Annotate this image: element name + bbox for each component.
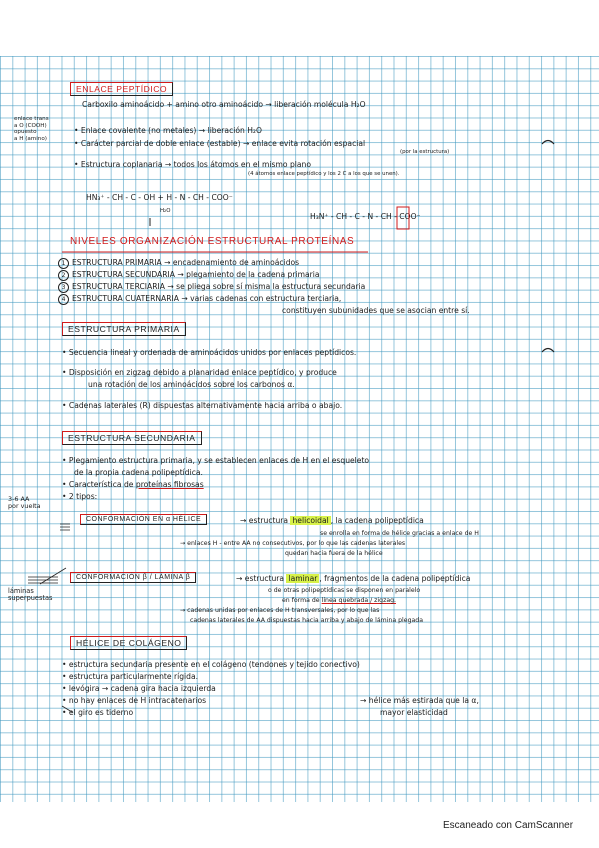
enlace-peptidico-title: ENLACE PEPTÍDICO [70,82,173,96]
enlace-line-1: Carboxilo aminoácido + amino otro aminoácido → liberación molécula H₂O [82,100,366,109]
primaria-bullet-3: • Cadenas laterales (R) dispuestas alternativamente hacia arriba o abajo. [62,401,343,410]
enlace-bullet-2: • Carácter parcial de doble enlace (estable) → enlace evita rotación espacial [74,139,366,148]
colageno-bullet-2: • estructura particularmente rígida. [62,672,199,681]
nivel-label: ESTRUCTURA SECUNDARIA [72,270,175,279]
nivel-desc: → varias cadenas con estructura terciaria, [181,294,342,303]
lamina-text-d: en forma de [282,597,320,604]
primaria-title: ESTRUCTURA PRIMARIA [62,322,186,336]
primaria-bullet-2b: una rotación de los aminoácidos sobre los carbonos α. [88,380,295,389]
camscanner-footer: Escaneado con CamScanner [443,820,574,831]
nivel-label: ESTRUCTURA TERCIARIA [72,282,165,291]
secundaria-bullet-3: • 2 tipos: [62,492,98,501]
margin-note-line: por vuelta [8,501,41,510]
nivel-label: ESTRUCTURA PRIMARIA [72,258,162,267]
margin-note-line: láminas [8,587,34,595]
helice-alfa-box: CONFORMACIÓN EN α HÉLICE [80,514,207,525]
primaria-bullet-2a: • Disposición en zigzag debido a planaridad enlace peptídico, y produce [62,368,337,377]
cuaternaria-extra: constituyen subunidades que se asocian entre sí. [282,306,470,315]
colageno-pointer-arrow [62,706,72,712]
peptide-bond-box [397,207,409,229]
helix-doodle [60,524,70,530]
primaria-bullet-1: • Secuencia lineal y ordenada de aminoácidos unidos por enlaces peptídicos. [62,348,357,357]
secundaria-bullet-1b: de la propia cadena polipeptídica. [74,468,203,477]
colageno-title: HÉLICE DE COLÁGENO [70,636,187,650]
helice-line-c: se enrolla en forma de hélice gracias a enlace de H [320,530,479,537]
lamina-line-e: → cadenas unidas por enlaces de H transversales, por lo que las [180,607,380,614]
helice-line-e: quedan hacia fuera de la hélice [285,550,383,557]
helicoidal-highlight: helicoidal [292,516,329,525]
colageno-result-2: mayor elasticidad [380,708,448,717]
margin-note-line: 3-6 AA [8,495,30,503]
decorative-strokes [0,56,599,802]
formula-right: H₃N⁺ - CH - C - N - CH - COO⁻ [310,212,421,221]
enlace-bullet-3: • Estructura coplanaria → todos los átomos en el mismo plano [74,160,311,169]
secundaria-title: ESTRUCTURA SECUNDARIA [62,431,202,445]
lamina-line-c: o de otras polipeptídicas se disponen en paralelo [268,587,421,594]
nivel-number: 2 [58,270,69,281]
nivel-number: 3 [58,282,69,293]
colageno-bullet-5: • el giro es tiderno [62,708,134,717]
formula-left: HN₃⁺ - CH - C - OH + H - N - CH - COO⁻ [86,193,233,202]
lamina-line-f: cadenas laterales de AA dispuestas hacia arriba y abajo de lámina plegada [190,617,424,624]
colageno-result: → hélice más estirada que la α, [360,696,479,705]
lamina-text-a: → estructura [236,574,285,583]
lamina-text-b: , fragmentos de la cadena polipeptídica [319,574,471,583]
secundaria-bullet-1a: • Plegamiento estructura primaria, y se establecen enlaces de H en el esqueleto [62,456,370,465]
nivel-label: ESTRUCTURA CUATERNARIA [72,294,179,303]
grid-notebook-sheet [0,56,599,802]
margin-note-line: a O (COOH) [14,122,47,129]
niveles-title: NIVELES ORGANIZACIÓN ESTRUCTURAL PROTEÍNAS [70,236,355,247]
rotation-symbol [542,349,554,353]
nivel-number: 1 [58,258,69,269]
nivel-desc: → encadenamiento de aminoácidos [164,258,300,267]
margin-note-line: superpuestas [8,593,53,602]
proteinas-fibrosas-text: proteínas fibrosas [135,480,204,489]
margin-note-line: enlace trans [14,116,49,122]
nivel-number: 4 [58,294,69,305]
lamina-beta-box: CONFORMACIÓN β / LÁMINA β [70,572,196,583]
secundaria-bullet-2-text: • Característica de [62,480,136,489]
margin-note-line: opuesto [14,129,37,136]
helice-text-b: , la cadena polipeptídica [330,516,424,525]
helice-line-d: → enlaces H - entre AA no consecutivos, por lo que las cadenas laterales [180,540,406,547]
enlace-bullet-1: • Enlace covalente (no metales) → liberación H₂O [74,126,262,135]
linea-quebrada-text: línea quebrada / zigzag. [321,597,397,604]
margin-note-line: a H (amino) [14,135,47,142]
colageno-bullet-4: • no hay enlaces de H intracatenarios [62,696,207,705]
formula-water: H₂O [160,208,171,214]
helice-text-a: → estructura [240,516,289,525]
nivel-desc: → se pliega sobre sí misma la estructura secundaria [167,282,366,291]
laminar-highlight: laminar [288,574,318,583]
nivel-desc: → plegamiento de la cadena primaria [177,270,320,279]
laminas-pointer-arrow [40,568,66,584]
rotation-symbol [542,141,554,145]
colageno-bullet-3: • levógira → cadena gira hacia izquierda [62,684,216,693]
colageno-bullet-1: • estructura secundaria presente en el colágeno (tendones y tejido conectivo) [62,660,360,669]
enlace-bullet-2-note: (por la estructura) [400,149,450,155]
enlace-bullet-3-note: (4 átomos enlace peptídico y los 2 C a los que se unen). [248,171,400,177]
